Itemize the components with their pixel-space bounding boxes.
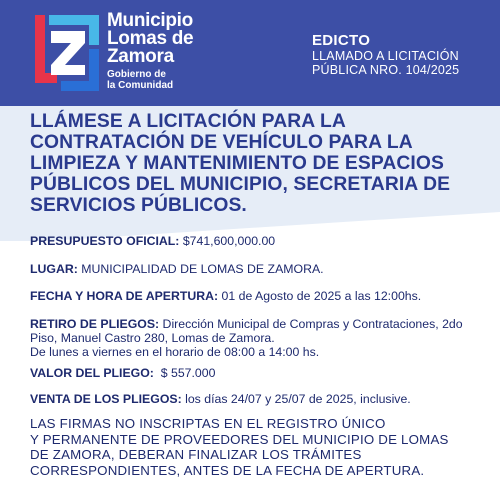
closing-notice — [30, 416, 480, 478]
retiro-value-2: Piso, Manuel Castro 280, Lomas de Zamora. — [30, 331, 275, 345]
title-line: LIMPIEZA Y MANTENIMIENTO DE ESPACIOS — [30, 153, 444, 174]
closing-line: Y PERMANENTE DE PROVEEDORES DEL MUNICIPIO DE LOMAS — [30, 431, 449, 447]
venta-value: los días 24/07 y 25/07 de 2025, inclusive. — [181, 392, 411, 406]
venta-item — [30, 392, 480, 406]
title-line: CONTRATACIÓN DE VEHÍCULO PARA LA — [30, 132, 413, 153]
retiro-label: RETIRO DE PLIEGOS: — [30, 317, 160, 331]
page-title — [30, 111, 480, 216]
closing-line: LAS FIRMAS NO INSCRIPTAS EN EL REGISTRO ÚNICO — [30, 416, 386, 431]
retiro-item — [30, 317, 480, 359]
presupuesto-item — [30, 234, 480, 248]
closing-line: CORRESPONDIENTES, ANTES DE LA FECHA DE APERTURA. — [30, 462, 425, 478]
retiro-value-3: De lunes a viernes en el horario de 08:00 a 14:00 hs. — [30, 345, 320, 359]
fecha-value: 01 de Agosto de 2025 a las 12:00hs. — [218, 289, 422, 303]
logo-line-2: Lomas de — [107, 28, 194, 49]
logo-line-5: la Comunidad — [107, 80, 174, 91]
edict-line-1: LLAMADO A LICITACIÓN — [312, 49, 459, 63]
logo-text — [107, 12, 193, 91]
logo-line-1: Municipio — [107, 10, 193, 31]
title-line: SERVICIOS PÚBLICOS. — [30, 195, 247, 216]
valor-value: $ 557.000 — [153, 366, 216, 380]
retiro-value-1: Dirección Municipal de Compras y Contrataciones, 2do — [159, 317, 463, 331]
presupuesto-value: $741,600,000.00 — [179, 234, 276, 248]
lugar-item — [30, 262, 480, 276]
title-line: PÚBLICOS DEL MUNICIPIO, SECRETARIA DE — [30, 174, 451, 195]
logo-line-3: Zamora — [107, 46, 174, 67]
edict-line-2: PÚBLICA NRO. 104/2025 — [312, 63, 460, 77]
header-band — [0, 0, 500, 106]
venta-label: VENTA DE LOS PLIEGOS: — [30, 392, 182, 406]
fecha-item — [30, 289, 480, 303]
valor-item — [30, 366, 480, 380]
edict-block — [312, 33, 459, 77]
lugar-label: LUGAR: — [30, 262, 78, 276]
valor-label: VALOR DEL PLIEGO: — [30, 366, 154, 380]
logo-line-4: Gobierno de — [107, 69, 166, 80]
closing-line: DE ZAMORA, DEBERAN FINALIZAR LOS TRÁMITES — [30, 447, 362, 462]
presupuesto-label: PRESUPUESTO OFICIAL: — [30, 234, 180, 248]
fecha-label: FECHA Y HORA DE APERTURA: — [30, 289, 219, 303]
municipio-logo-icon — [35, 15, 99, 91]
edict-title: EDICTO — [312, 32, 371, 49]
lugar-value: MUNICIPALIDAD DE LOMAS DE ZAMORA. — [77, 262, 324, 276]
title-line: LLÁMESE A LICITACIÓN PARA LA — [30, 111, 346, 132]
